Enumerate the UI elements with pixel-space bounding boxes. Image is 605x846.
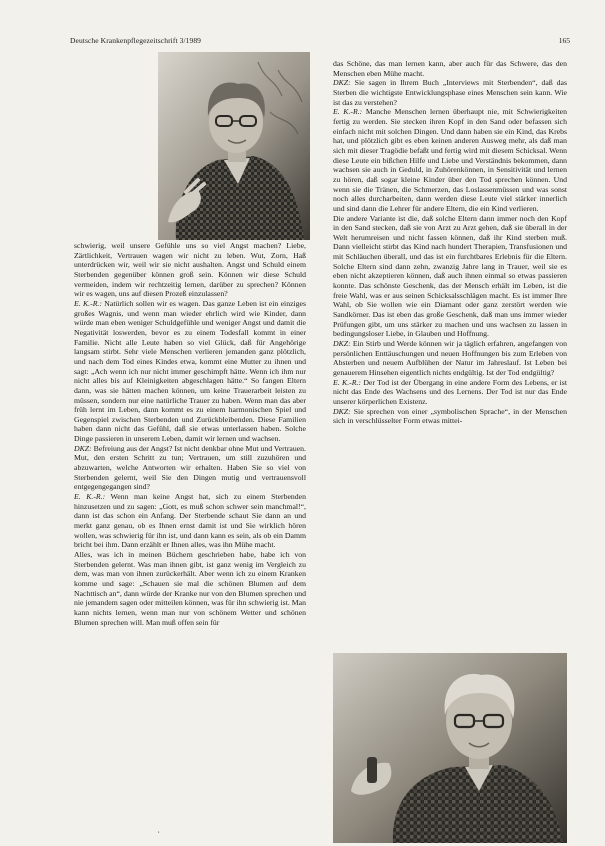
paragraph: das Schöne, das man lernen kann, aber auch für das Schwere, das den Menschen eben Mühe macht. [333, 59, 567, 78]
paragraph: DKZ: Sie sprechen von einer „symbolischen Sprache“, in der Menschen sich in verschlüsselter Form etwas mittei- [333, 406, 567, 426]
speaker-label: E. K.-R.: [333, 107, 363, 117]
paragraph: E. K.-R.: Wenn man keine Angst hat, sich zu einem Sterbenden hinzusetzen und zu sagen: „Gott, es muß schon schwer sein manchmal!“, dann ist das schon ein Anfang. Der Sterbende schaut Sie dann an und merkt ganz genau, ob es Ihnen ernst damit ist und Sie wirklich hören wollen, was schwierig für ihn ist, und dann kann es sein, als ob ein Damm bricht bei ihm. Dann erzählt er Ihnen alles, was ihn Mühe macht. [74, 492, 306, 550]
speaker-label: DKZ: [333, 78, 351, 88]
running-header [70, 36, 570, 48]
paragraph: E. K.-R.: Natürlich sollen wir es wagen. Das ganze Leben ist ein einziges großes Wagnis, und wenn man wieder ehrlich wird wie Kinder, dann würde man eben weniger Schuldgefühle und weniger Angst und damit die Negativität loswerden, bevor es zu einem Todesfall kommt in einer Familie. Nicht alle Leute haben so viel Glück, daß für Angehörige langsam stirbt. Sehr viele Menschen verlieren jemanden ganz plötzlich, und nach dem Tod eines Kindes etwa, kommt eine Mutter zu ihnen und sagt: „Ach wenn ich nur nicht immer geschimpft hätte. Wenn ich ihm nur nicht alles bis auf Kleinigkeiten abgeschlagen hätte.“ So fangen Eltern dann, was sie hätten machen können, um keine Trauerarbeit leisten zu müssen, sondern nur eine natürliche Trauer zu haben. Wenn man das aber früh lernt im Leben, dann kommt es zu einem harmonischen Spiel und Gegenspiel zwischen Sterbenden und Zurückbleibenden. Diese Familien haben dann nicht das Gefühl, daß sie etwas unterlassen haben. Solche Dinge passieren in unserem Leben, damit wir lernen und wachsen. [74, 298, 306, 444]
speaker-label: DKZ: [333, 339, 351, 349]
paragraph: DKZ: Sie sagen in Ihrem Buch „Interviews mit Sterbenden“, daß das Sterben die wichtigste Entwicklungsphase eines Menschen sein kann. Wie ist das zu verstehen? [333, 78, 567, 107]
portrait-photo-top [158, 52, 310, 240]
portrait-photo-bottom [333, 653, 567, 843]
paragraph: schwierig, weil unsere Gefühle uns so viel Angst machen? Liebe, Zärtlichkeit, Vertrauen wagen wir nicht zu leben. Wut, Zorn, Haß unterdrücken wir, weil wir sie nicht aushalten. Angst und Schuld einem Sterbenden gegenüber können groß sein. Können wir diese Schuld vermeiden, indem wir rechtzeitig lernen, darüber zu sprechen? Können wir es wagen, uns auf diesen Prozeß einzulassen? [74, 241, 306, 299]
paragraph: DKZ: Ein Stirb und Werde können wir ja täglich erfahren, angefangen von persönlichen Enttäuschungen und neuen Hoffnungen bis zum Erleben von Absterben und neuem Aufblühen der Natur im Jahreslauf. Ist Leben bei genauerem Hinsehen eigentlich nichts endgültig. Ist der Tod endgültig? [333, 339, 567, 377]
paragraph: E. K.-R.: Manche Menschen lernen überhaupt nie, mit Schwierigkeiten fertig zu werden. Sie stecken ihren Kopf in den Sand oder befassen sich einfach nicht mit solchen Dingen. Und dann haben sie ein Kind, das Krebs hat, und plötzlich gibt es eben keinen anderen Ausweg mehr, als daß man sich mit dieser Tragödie befaßt und fertig wird mit diesem Schicksal. Wenn diese Leute ein bißchen Hilfe und Liebe und Verständnis bekommen, dann wachsen sie auch in Geduld, in Zuhörenkönnen, in Sensitivität und lernen zu hören, daß sogar kleine Kinder über den Tod sprechen können. Und wenn sie die Tränen, die Schmerzen, das Loslassenmüssen und was sonst noch alles durcharbeiten, dann werden diese Leute viel stärker innerlich und sind dann die Lehrer für andere Eltern, die ein Kind verlieren. [333, 107, 567, 213]
paragraph: Alles, was ich in meinen Büchern geschrieben habe, habe ich von Sterbenden gelernt. Was man ihnen gibt, ist ganz wenig im Vergleich zu dem, was man von ihnen zurückerhält. Aber wenn ich zu einem Kranken komme und sage: „Schauen sie mal die schönen Blumen auf dem Nachttisch an“, dann würde der Kranke nur von den Blumen sprechen und nie jemandem sagen oder mitteilen können, was für ihn schwierig ist. Man kann nichts lernen, wenn man nur von schönem Wetter und schönen Blumen sprechen will. Man muß offen sein für [74, 550, 306, 627]
speaker-label: DKZ: [333, 406, 351, 416]
speaker-label: E. K.-R.: [333, 377, 361, 387]
paragraph: E. K.-R.: Der Tod ist der Übergang in eine andere Form des Lebens, er ist nicht das Ende des Wachsens und des Lernens. Der Tod ist nur das Ende unserer körperlichen Existenz. [333, 377, 567, 406]
speaker-label: E. K.-R.: [74, 298, 102, 308]
paragraph: Die andere Variante ist die, daß solche Eltern dann immer noch den Kopf in den Sand stecken, daß sie von Arzt zu Arzt gehen, daß sie überall in der Welt herumreisen und nicht fassen können, daß ihr Kind sterben muß. Dann vielleicht stirbt das Kind nach hundert Therapien, Transfusionen und mit Schläuchen überall, und das ist ein furchtbares Erlebnis für die Eltern. Solche Eltern sind dann zehn, zwanzig Jahre lang in Trauer, weil sie es eben nicht akzeptieren können, daß auch ihnen einmal so etwas passieren konnte. Das schönste Geschenk, das der Mensch erhält im Leben, ist die freie Wahl, was er aus seinen Schicksalsschlägen macht. Es ist immer Ihre Wahl, ob Sie wollen wie ein Diamant oder ganz zerstört werden wie Sandkörner. Das ist eben das große Geschenk, daß man uns immer wieder Prüfungen gibt, um uns stärker zu machen und uns wachsen zu lassen in bedingungsloser Liebe, in Glauben und Hoffnung. [333, 213, 567, 339]
speaker-label: E. K.-R.: [74, 492, 106, 502]
page-number: 165 [558, 36, 570, 45]
text-column-left [74, 241, 306, 627]
speaker-label: DKZ: [74, 443, 92, 453]
journal-title: Deutsche Krankenpflegezeitschrift 3/1989 [70, 36, 202, 45]
text-column-right [333, 59, 567, 426]
paragraph: DKZ: Befreiung aus der Angst? Ist nicht denkbar ohne Mut und Vertrauen. Mut, den ersten Schritt zu tun; Vertrauen, um still zuzuhören und abzuwarten, welche Antworten wir erhalten. Haben Sie so viel von Sterbenden gelernt, weil Sie den Dingen mutig und vertrauensvoll entgegengegangen sind? [74, 443, 306, 492]
footer-mark: , [158, 828, 160, 834]
